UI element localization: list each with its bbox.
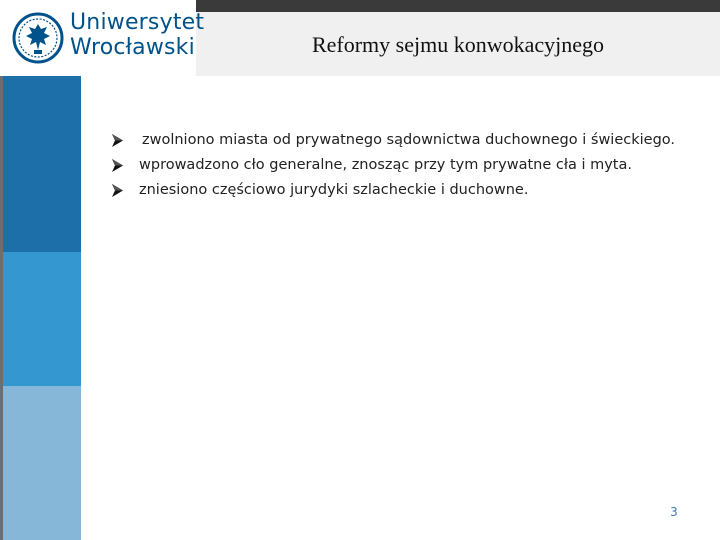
- bullet-text: zwolniono miasta od prywatnego sądownictwa duchownego i świeckiego.: [142, 132, 675, 148]
- decorative-sidebar: [0, 76, 81, 540]
- bullet-text: wprowadzono cło generalne, znosząc przy tym prywatne cła i myta.: [139, 157, 632, 173]
- list-item: [110, 178, 710, 203]
- sidebar-block-mid: [0, 252, 81, 386]
- page-number: 3: [670, 505, 678, 519]
- slide-title: Reformy sejmu konwokacyjnego: [311, 32, 605, 57]
- sidebar-block-light: [0, 386, 81, 540]
- arrow-bullet-icon: [110, 153, 126, 178]
- sidebar-block-dark: [0, 76, 81, 252]
- university-eagle-emblem-icon: [12, 12, 64, 64]
- list-item: [110, 153, 710, 178]
- arrow-bullet-icon: [110, 128, 126, 153]
- arrow-bullet-icon: [110, 178, 126, 203]
- logo-text-line1: Uniwersytet: [70, 10, 205, 35]
- logo-text-line2: Wrocławski: [70, 35, 195, 60]
- bullet-list: [110, 128, 710, 203]
- university-logo: [12, 10, 205, 66]
- header-top-bar: [196, 0, 720, 12]
- slide-header: [0, 0, 720, 76]
- bullet-text: zniesiono częściowo jurydyki szlacheckie i duchowne.: [139, 182, 529, 198]
- list-item: [110, 128, 710, 153]
- sidebar-edge-stripe: [0, 76, 3, 540]
